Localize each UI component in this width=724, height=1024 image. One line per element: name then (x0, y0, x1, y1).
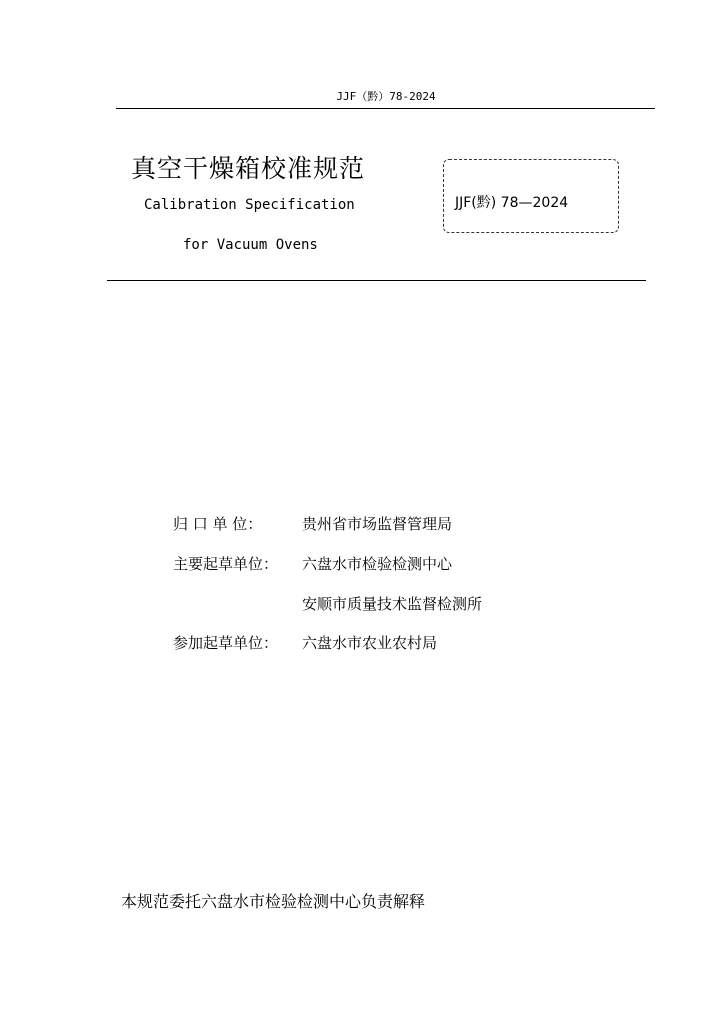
header-code: JJF（黔）78-2024 (336, 90, 436, 103)
top-rule (116, 108, 655, 109)
unit-label-main-drafting: 主要起草单位： (173, 555, 279, 573)
unit-value-main-drafting-2: 安顺市质量技术监督检测所 (302, 595, 483, 613)
unit-label-responsible: 归 口 单 位： (173, 515, 263, 533)
unit-value-participating: 六盘水市农业农村局 (302, 634, 438, 652)
title-chinese: 真空干燥箱校准规范 (131, 154, 366, 183)
middle-rule (107, 280, 646, 281)
unit-label-participating: 参加起草单位： (173, 634, 279, 652)
title-english-line1: Calibration Specification (144, 197, 355, 213)
unit-value-responsible: 贵州省市场监督管理局 (302, 515, 453, 533)
unit-value-main-drafting-1: 六盘水市检验检测中心 (302, 555, 453, 573)
code-box-text: JJF(黔) 78—2024 (455, 195, 569, 211)
title-english-line2: for Vacuum Ovens (183, 237, 318, 253)
footer-note: 本规范委托六盘水市检验检测中心负责解释 (121, 892, 426, 911)
